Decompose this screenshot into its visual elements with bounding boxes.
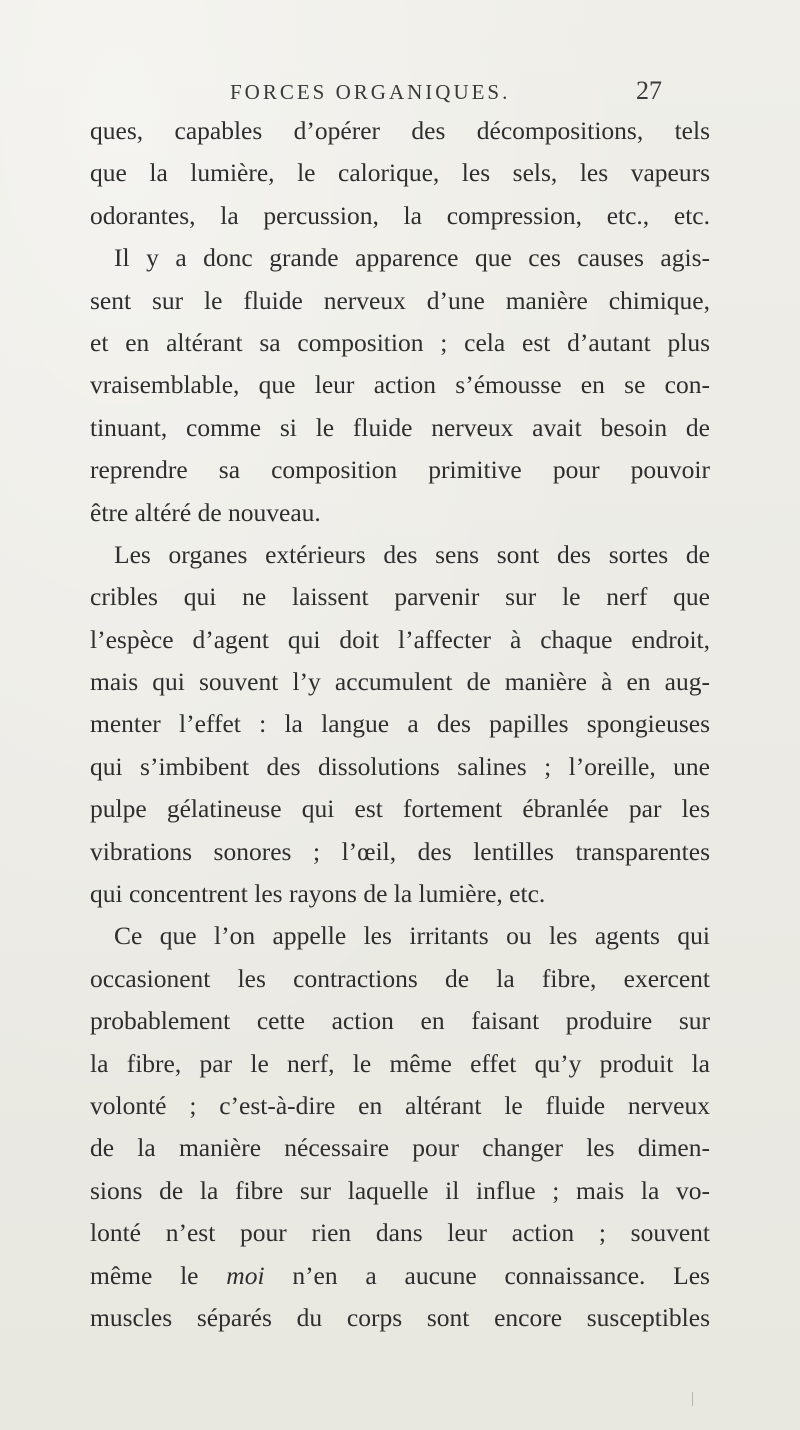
text-line: cribles qui ne laissent parvenir sur le nerf que bbox=[90, 582, 710, 612]
text-line bbox=[90, 1255, 710, 1297]
text-line: volonté ; c’est-à-dire en altérant le fluide nerveux bbox=[90, 1090, 710, 1120]
italic-word-moi: moi bbox=[226, 1260, 265, 1290]
running-title: FORCES ORGANIQUES. bbox=[230, 80, 511, 104]
text-line: vibrations sonores ; l’œil, des lentilles transparentes bbox=[90, 836, 710, 866]
text-line: qui s’imbibent des dissolutions salines ; l’oreille, une bbox=[90, 751, 710, 781]
text-line: occasionent les contractions de la fibre, exercent bbox=[90, 963, 710, 993]
running-head bbox=[0, 76, 800, 114]
page-number: 27 bbox=[636, 76, 662, 105]
text-line: sions de la fibre sur laquelle il influe ; mais la vo- bbox=[90, 1175, 710, 1205]
text-line: muscles séparés du corps sont encore susceptibles bbox=[90, 1302, 710, 1332]
text-line: de la manière nécessaire pour changer les dimen- bbox=[90, 1133, 710, 1163]
text-line: pulpe gélatineuse qui est fortement ébranlée par les bbox=[90, 794, 710, 824]
text-line: vraisemblable, que leur action s’émousse en se con- bbox=[90, 370, 710, 400]
paper-mark bbox=[692, 1392, 693, 1406]
text-line: menter l’effet : la langue a des papilles spongieuses bbox=[90, 709, 710, 739]
text-line: lonté n’est pour rien dans leur action ; souvent bbox=[90, 1218, 710, 1248]
text-line: reprendre sa composition primitive pour pouvoir bbox=[90, 455, 710, 485]
text-line: mais qui souvent l’y accumulent de manière à en aug- bbox=[90, 667, 710, 697]
text-line: l’espèce d’agent qui doit l’affecter à chaque endroit, bbox=[90, 624, 710, 654]
text-line: et en altérant sa composition ; cela est d’autant plus bbox=[90, 327, 710, 357]
text-line: odorantes, la percussion, la compression, etc., etc. bbox=[90, 200, 710, 230]
text-line: Ce que l’on appelle les irritants ou les agents qui bbox=[114, 921, 710, 951]
text-line: sent sur le fluide nerveux d’une manière chimique, bbox=[90, 285, 710, 315]
text-line: Les organes extérieurs des sens sont des sortes de bbox=[114, 539, 710, 569]
text-line: qui concentrent les rayons de la lumière, etc. bbox=[90, 879, 546, 909]
text-line: tinuant, comme si le fluide nerveux avait besoin de bbox=[90, 412, 710, 442]
text-line: que la lumière, le calorique, les sels, les vapeurs bbox=[90, 158, 710, 188]
text-line: Il y a donc grande apparence que ces causes agis- bbox=[114, 243, 710, 273]
text-segment: même le bbox=[90, 1260, 227, 1290]
body-text bbox=[90, 110, 710, 1339]
text-line: ques, capables d’opérer des décompositions, tels bbox=[90, 116, 710, 145]
text-line: la fibre, par le nerf, le même effet qu’y produit la bbox=[90, 1048, 710, 1078]
text-segment: n’en a aucune connaissance. Les bbox=[264, 1260, 710, 1290]
text-line: être altéré de nouveau. bbox=[90, 497, 321, 527]
text-line: probablement cette action en faisant produire sur bbox=[90, 1006, 710, 1036]
